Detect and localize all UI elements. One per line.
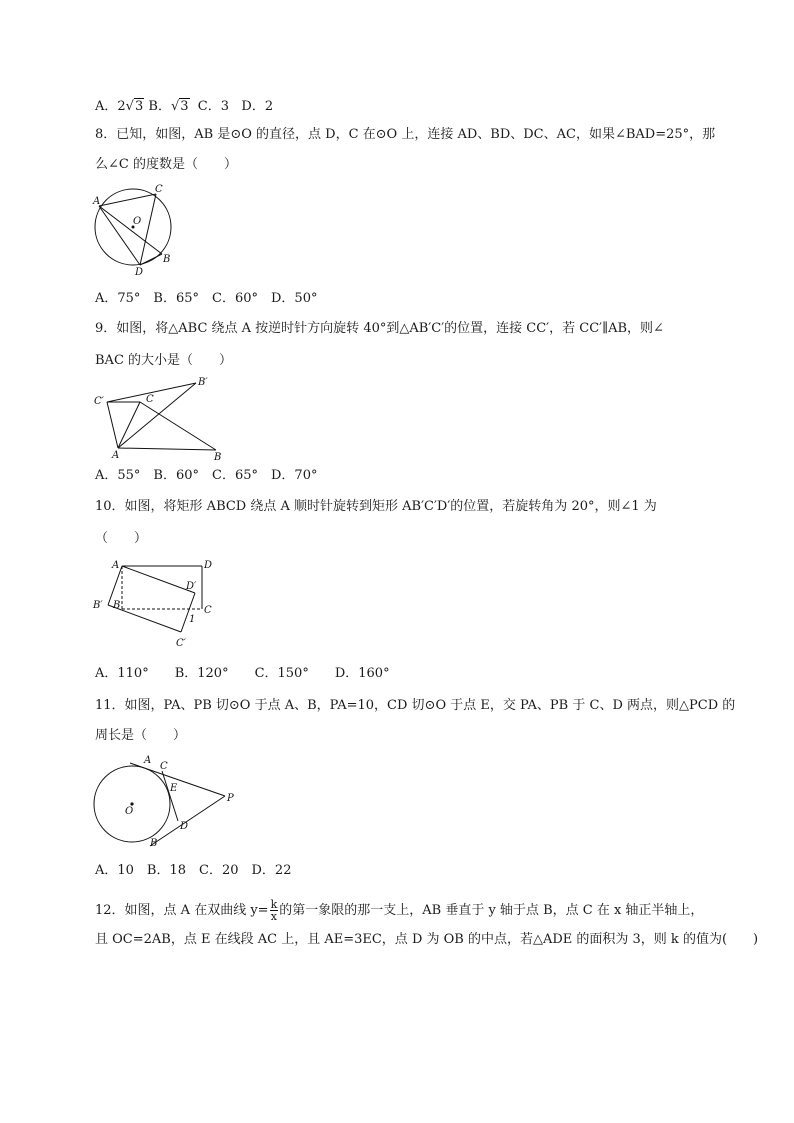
q8-stem-line1: 8．已知，如图，AB 是⊙O 的直径，点 D，C 在⊙O 上，连接 AD、BD、DC、AC，如果∠BAD=25°，那: [95, 127, 716, 142]
q7-option-a-radicand: 3: [134, 99, 144, 114]
q10-stem-line2: （ ）: [95, 531, 148, 546]
q8-label-a: A: [93, 196, 101, 207]
q7-option-a-label: A．2: [95, 99, 126, 114]
q12-fraction-numerator: k: [270, 898, 278, 911]
q9-label-b: B: [214, 452, 222, 463]
q7-option-d: D．2: [241, 99, 274, 114]
q8-options: A．75° B．65° C．60° D．50°: [95, 291, 318, 306]
q10-options: A．110° B．120° C．150° D．160°: [95, 666, 390, 681]
q11-label-b: B: [150, 838, 158, 849]
q12-stem-line1-post: 的第一象限的那一支上，AB 垂直于 y 轴于点 B，点 C 在 x 轴正半轴上，: [279, 903, 704, 918]
q8-label-b: B: [163, 254, 171, 265]
q10-label-b: B: [113, 600, 121, 611]
q12-stem-line1-pre: 12．如图，点 A 在双曲线 y=: [95, 903, 269, 918]
q11-stem-line2: 周长是（ ）: [95, 728, 187, 743]
q12-stem-line1: [95, 899, 703, 922]
q11-label-o: O: [125, 806, 134, 817]
q7-options: [95, 98, 273, 116]
q9-figure: [90, 374, 230, 468]
q11-label-c: C: [160, 761, 168, 772]
q11-label-p: P: [227, 793, 234, 804]
q9-stem-line2: BAC 的大小是（ ）: [95, 353, 233, 368]
q9-label-b-prime: B′: [198, 377, 208, 388]
q8-label-c: C: [155, 184, 163, 195]
q7-option-b-radicand: 3: [180, 99, 189, 114]
q9-options: A．55° B．60° C．65° D．70°: [95, 468, 318, 483]
q10-label-d-prime: D′: [186, 581, 197, 592]
q9-label-a: A: [112, 450, 120, 461]
q12-stem-line2: 且 OC=2AB，点 E 在线段 AC 上，且 AE=3EC，点 D 为 OB 的中点，若△ADE 的面积为 3，则 k 的值为( ): [95, 932, 759, 947]
q10-label-b-prime: B′: [93, 600, 103, 611]
q7-option-b-label: B．: [148, 99, 171, 114]
q10-label-a: A: [112, 560, 120, 571]
q10-figure: [90, 556, 225, 656]
q11-label-a: A: [144, 755, 152, 766]
q11-label-d: D: [180, 821, 189, 832]
q7-option-a-sqrt: √3: [125, 99, 144, 114]
q9-stem-line1: 9．如图，将△ABC 绕点 A 按逆时针方向旋转 40°到△AB′C′的位置，连接 CC′，若 CC′∥AB，则∠: [95, 321, 664, 336]
q8-label-d: D: [135, 267, 144, 278]
q8-label-o: O: [133, 216, 142, 227]
q7-option-c: C．3: [197, 99, 230, 114]
q9-label-c-prime: C′: [94, 396, 104, 407]
q10-stem-line1: 10．如图，将矩形 ABCD 绕点 A 顺时针旋转到矩形 AB′C′D′的位置，若旋转角为 20°，则∠1 为: [95, 499, 657, 514]
q11-options: A．10 B．18 C．20 D．22: [95, 863, 292, 878]
q11-stem-line1: 11．如图，PA、PB 切⊙O 于点 A、B，PA=10，CD 切⊙O 于点 E，交 PA、PB 于 C、D 两点，则△PCD 的: [95, 698, 736, 713]
q11-figure: [90, 754, 240, 854]
q9-label-c: C: [146, 394, 154, 405]
q10-label-c-prime: C′: [176, 638, 186, 649]
q10-label-one: 1: [189, 614, 196, 625]
q11-label-e: E: [170, 783, 178, 794]
q8-figure: [90, 182, 190, 286]
q10-label-c: C: [204, 605, 212, 616]
q12-fraction-denominator: x: [270, 910, 278, 923]
q7-option-b-sqrt: √3: [170, 99, 189, 114]
q10-label-d: D: [204, 560, 213, 571]
q12-fraction: [270, 899, 279, 922]
q8-stem-line2: 么∠C 的度数是（ ）: [95, 157, 237, 172]
